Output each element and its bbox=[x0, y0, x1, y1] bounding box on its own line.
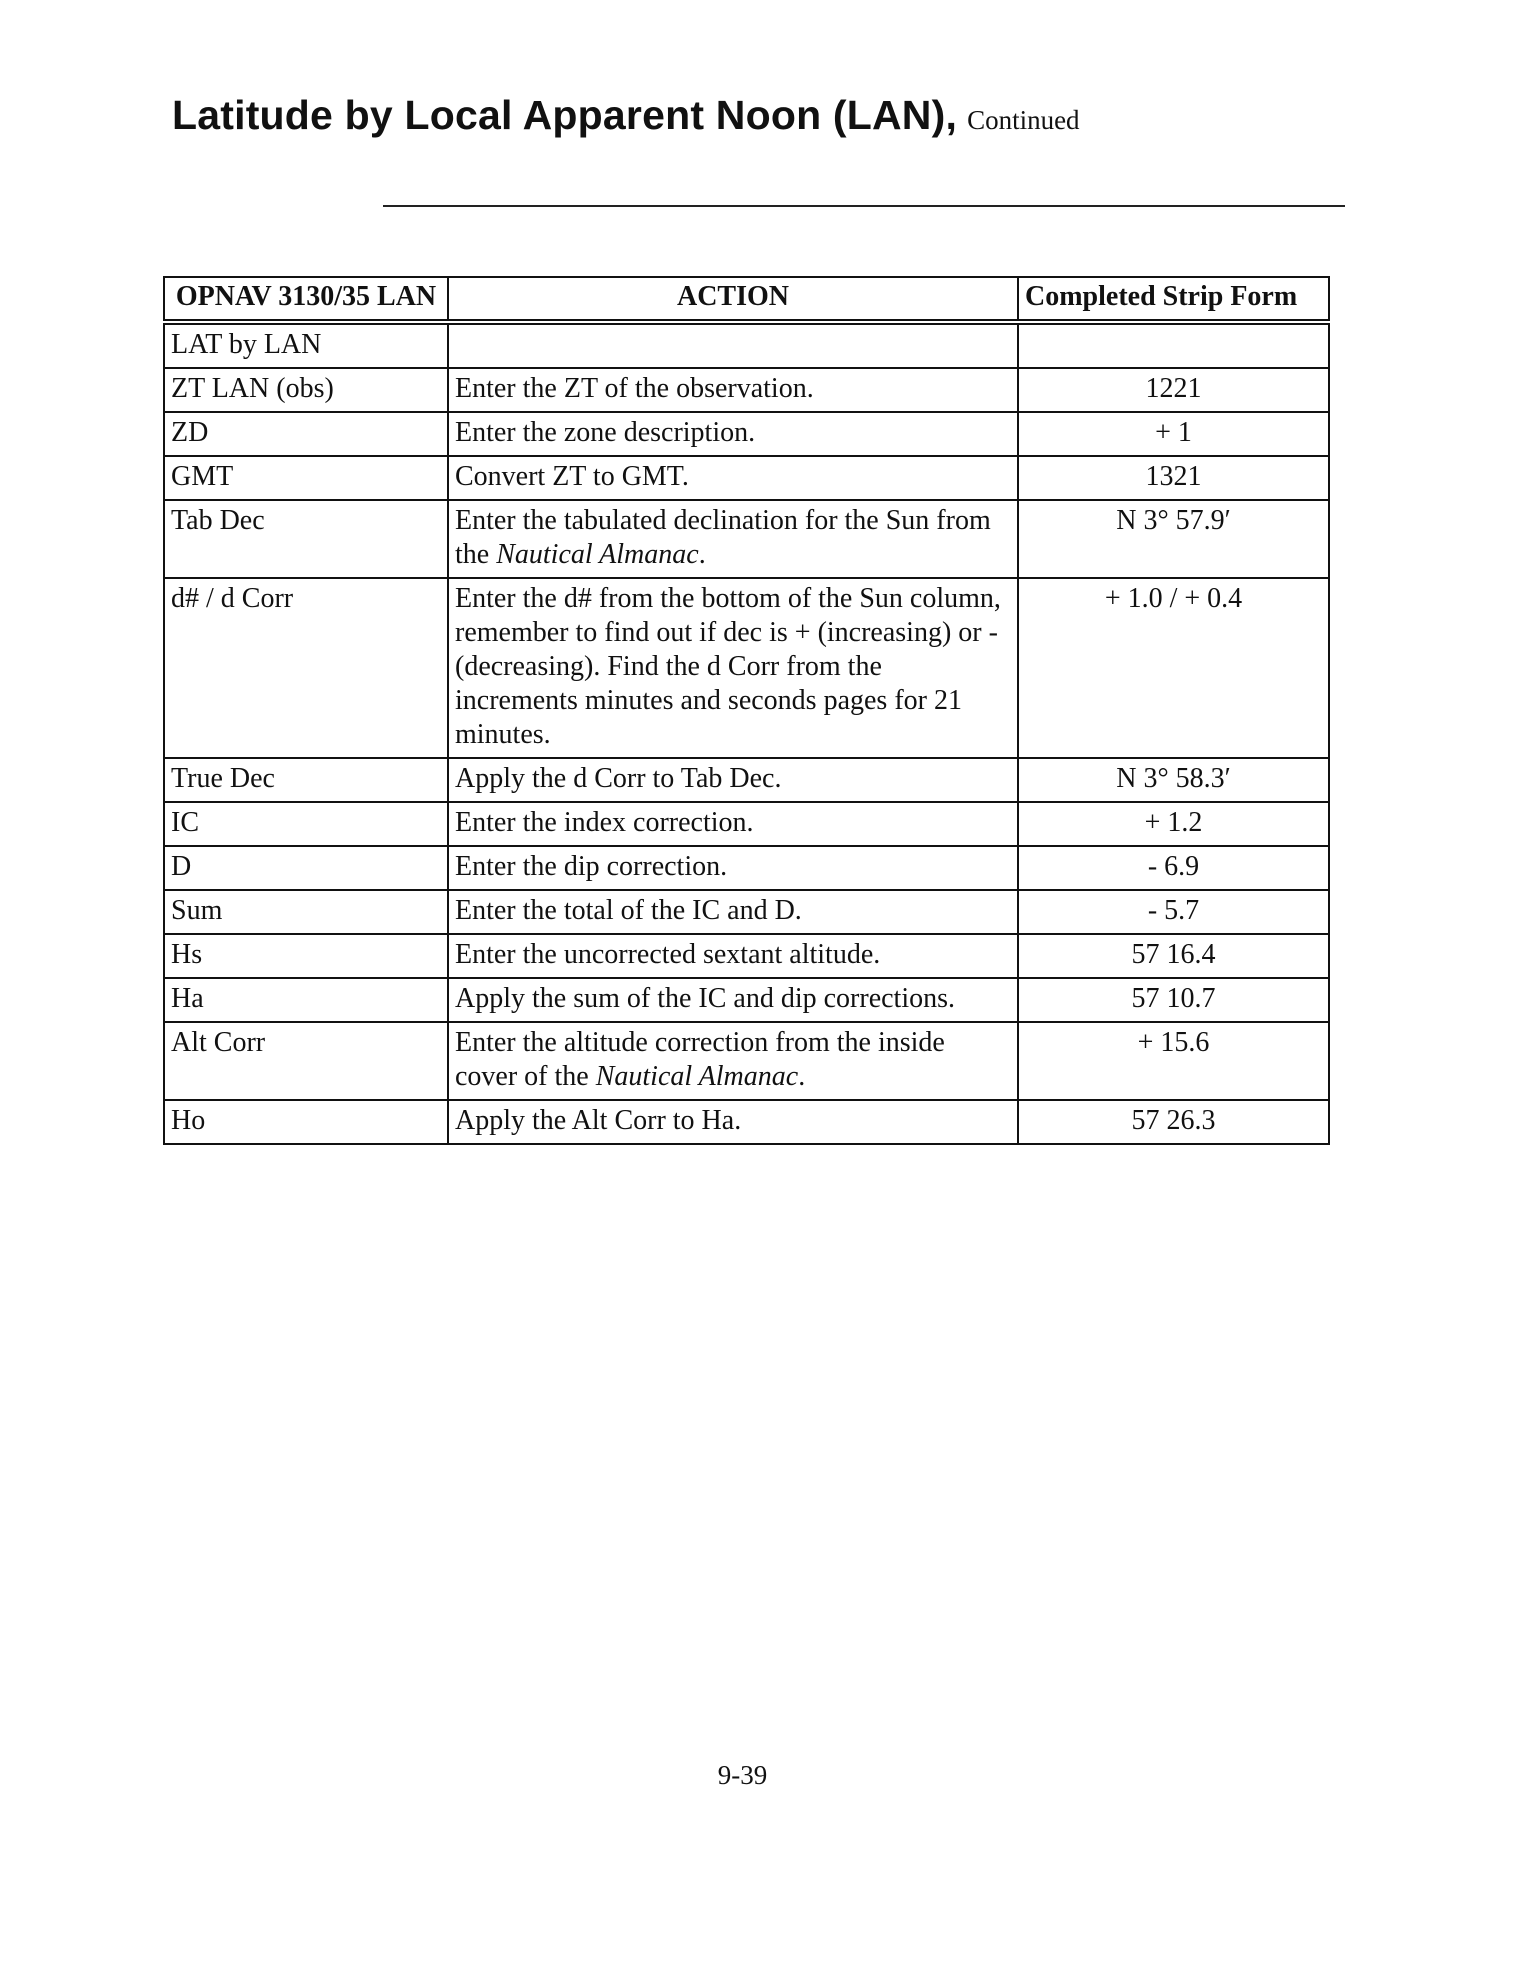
continued-label: Continued bbox=[967, 105, 1080, 135]
action-text: Enter the index correction. bbox=[455, 807, 754, 838]
action-text: Enter the total of the IC and D. bbox=[455, 895, 802, 926]
table-body bbox=[164, 322, 1329, 1144]
action-cell bbox=[448, 758, 1018, 802]
action-text: Enter the d# from the bottom of the Sun column, remember to find out if dec is + (increasing) or - (decreasing). Find the d Corr from the increments minutes and seconds pages for 21 minutes. bbox=[455, 583, 1001, 750]
strip-form-table bbox=[163, 276, 1330, 1145]
completed-value-cell: 57 16.4 bbox=[1018, 934, 1329, 978]
action-text-end: . bbox=[698, 539, 706, 570]
action-cell bbox=[448, 1100, 1018, 1144]
completed-value-cell: + 1.2 bbox=[1018, 802, 1329, 846]
table-row bbox=[164, 846, 1329, 890]
form-item-cell: Alt Corr bbox=[164, 1022, 448, 1100]
table-row bbox=[164, 456, 1329, 500]
action-italic-text: Nautical Almanac bbox=[496, 539, 699, 570]
action-cell bbox=[448, 500, 1018, 578]
form-item-cell: Ha bbox=[164, 978, 448, 1022]
action-cell bbox=[448, 846, 1018, 890]
table-row bbox=[164, 578, 1329, 758]
form-item-cell: D bbox=[164, 846, 448, 890]
completed-value-cell bbox=[1018, 322, 1329, 368]
completed-value-cell: 57 26.3 bbox=[1018, 1100, 1329, 1144]
action-text: Enter the altitude correction from the inside cover of the bbox=[455, 1027, 945, 1092]
completed-value-cell: - 5.7 bbox=[1018, 890, 1329, 934]
form-item-cell: IC bbox=[164, 802, 448, 846]
action-cell bbox=[448, 322, 1018, 368]
header-rule bbox=[383, 205, 1345, 207]
action-text: Enter the tabulated declination for the Sun from the bbox=[455, 505, 991, 570]
action-text: Enter the ZT of the observation. bbox=[455, 373, 814, 404]
table-row bbox=[164, 500, 1329, 578]
page-number: 9-39 bbox=[717, 1760, 768, 1790]
action-cell bbox=[448, 412, 1018, 456]
table-row bbox=[164, 978, 1329, 1022]
table-row bbox=[164, 758, 1329, 802]
action-text: Apply the Alt Corr to Ha. bbox=[455, 1105, 742, 1136]
column-header-action: ACTION bbox=[448, 277, 1018, 322]
form-item-cell: Ho bbox=[164, 1100, 448, 1144]
action-cell bbox=[448, 978, 1018, 1022]
form-item-cell: GMT bbox=[164, 456, 448, 500]
title-text: Latitude by Local Apparent Noon (LAN), bbox=[172, 92, 958, 138]
form-item-cell: ZD bbox=[164, 412, 448, 456]
action-cell bbox=[448, 890, 1018, 934]
form-item-cell: Tab Dec bbox=[164, 500, 448, 578]
form-item-cell: True Dec bbox=[164, 758, 448, 802]
completed-value-cell: + 1.0 / + 0.4 bbox=[1018, 578, 1329, 758]
form-item-cell: ZT LAN (obs) bbox=[164, 368, 448, 412]
table-row bbox=[164, 1022, 1329, 1100]
form-item-cell: LAT by LAN bbox=[164, 322, 448, 368]
action-cell bbox=[448, 456, 1018, 500]
completed-value-cell: N 3° 57.9′ bbox=[1018, 500, 1329, 578]
table-header-row bbox=[164, 277, 1329, 322]
table-row bbox=[164, 1100, 1329, 1144]
table-row bbox=[164, 890, 1329, 934]
completed-value-cell: - 6.9 bbox=[1018, 846, 1329, 890]
column-header-form-item: OPNAV 3130/35 LAN bbox=[164, 277, 448, 322]
action-cell bbox=[448, 368, 1018, 412]
table-row bbox=[164, 802, 1329, 846]
action-text: Apply the d Corr to Tab Dec. bbox=[455, 763, 782, 794]
action-text: Enter the uncorrected sextant altitude. bbox=[455, 939, 881, 970]
form-item-cell: d# / d Corr bbox=[164, 578, 448, 758]
completed-value-cell: N 3° 58.3′ bbox=[1018, 758, 1329, 802]
completed-value-cell: 1321 bbox=[1018, 456, 1329, 500]
action-cell bbox=[448, 802, 1018, 846]
form-item-cell: Hs bbox=[164, 934, 448, 978]
table-row bbox=[164, 322, 1329, 368]
table-row bbox=[164, 934, 1329, 978]
action-text: Apply the sum of the IC and dip corrections. bbox=[455, 983, 956, 1014]
action-italic-text: Nautical Almanac bbox=[595, 1061, 799, 1092]
action-cell bbox=[448, 934, 1018, 978]
table-row bbox=[164, 368, 1329, 412]
completed-value-cell: + 15.6 bbox=[1018, 1022, 1329, 1100]
action-cell bbox=[448, 1022, 1018, 1100]
action-text: Enter the zone description. bbox=[455, 417, 756, 448]
completed-value-cell: 1221 bbox=[1018, 368, 1329, 412]
action-text-end: . bbox=[798, 1061, 806, 1092]
completed-value-cell: 57 10.7 bbox=[1018, 978, 1329, 1022]
table-row bbox=[164, 412, 1329, 456]
column-header-completed: Completed Strip Form bbox=[1018, 277, 1329, 322]
action-text: Convert ZT to GMT. bbox=[455, 461, 689, 492]
page-title bbox=[172, 92, 1080, 139]
action-cell bbox=[448, 578, 1018, 758]
action-text: Enter the dip correction. bbox=[455, 851, 728, 882]
completed-value-cell: + 1 bbox=[1018, 412, 1329, 456]
form-item-cell: Sum bbox=[164, 890, 448, 934]
